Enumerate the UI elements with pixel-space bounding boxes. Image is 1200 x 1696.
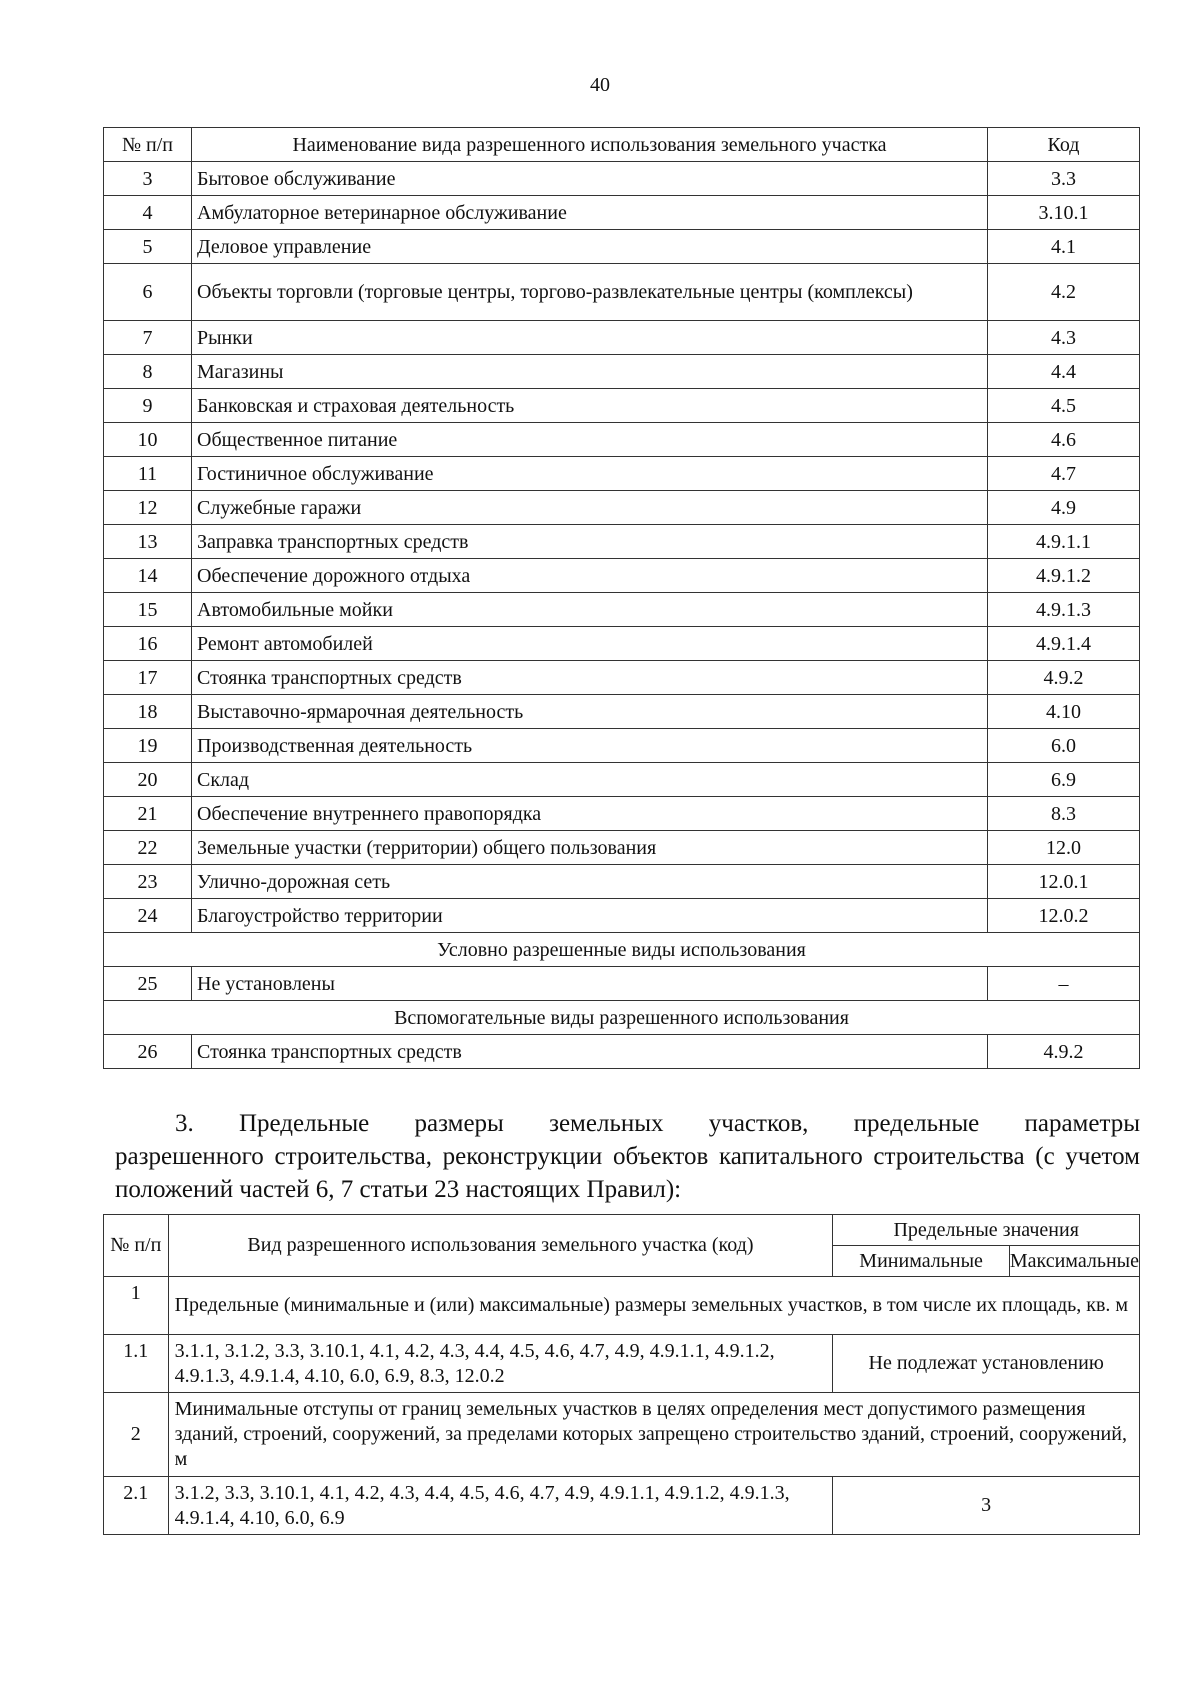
paragraph-rest: разрешенного строительства, реконструкции объектов капитального строительства (с учетом положений частей 6, 7 статьи 23 настоящих Правил): [115, 1143, 1140, 1203]
row-code: 4.1 [988, 230, 1140, 264]
row-code: 4.9.1.1 [988, 525, 1140, 559]
row-num: 23 [104, 865, 192, 899]
row-name: Объекты торговли (торговые центры, торгово-развлекательные центры (комплексы) [192, 264, 988, 321]
row-code: 4.9 [988, 491, 1140, 525]
row-code: – [988, 967, 1140, 1001]
row-name: Стоянка транспортных средств [192, 1035, 988, 1069]
table-row [104, 389, 1140, 423]
row-num: 14 [104, 559, 192, 593]
table-row [104, 763, 1140, 797]
limits-header-min: Минимальные [833, 1246, 1010, 1277]
table-row [104, 729, 1140, 763]
row-name: Магазины [192, 355, 988, 389]
row-name: Ремонт автомобилей [192, 627, 988, 661]
row-num: 7 [104, 321, 192, 355]
row-code: 4.9.2 [988, 661, 1140, 695]
row-name: Гостиничное обслуживание [192, 457, 988, 491]
table-row [104, 491, 1140, 525]
page-number: 40 [590, 74, 610, 96]
table-header-row [104, 128, 1140, 162]
row-num: 3 [104, 162, 192, 196]
row-codes: 3.1.2, 3.3, 3.10.1, 4.1, 4.2, 4.3, 4.4, 4.5, 4.6, 4.7, 4.9, 4.9.1.1, 4.9.1.2, 4.9.1.3, 4.9.1.4, 4.10, 6.0, 6.9 [168, 1477, 833, 1535]
limits-table [103, 1214, 1140, 1535]
row-codes: 3.1.1, 3.1.2, 3.3, 3.10.1, 4.1, 4.2, 4.3, 4.4, 4.5, 4.6, 4.7, 4.9, 4.9.1.1, 4.9.1.2, 4.9.1.3, 4.9.1.4, 4.10, 6.0, 6.9, 8.3, 12.0.2 [168, 1335, 833, 1393]
table-row [104, 1277, 1140, 1335]
row-code: 4.9.2 [988, 1035, 1140, 1069]
table-row [104, 1393, 1140, 1477]
row-name: Автомобильные мойки [192, 593, 988, 627]
section-3-paragraph [115, 1107, 1140, 1206]
row-code: 6.9 [988, 763, 1140, 797]
row-code: 3.3 [988, 162, 1140, 196]
row-name: Банковская и страховая деятельность [192, 389, 988, 423]
table-row [104, 264, 1140, 321]
row-code: 8.3 [988, 797, 1140, 831]
row-code: 4.6 [988, 423, 1140, 457]
row-num: 17 [104, 661, 192, 695]
table-row [104, 627, 1140, 661]
limits-header-num: № п/п [104, 1215, 169, 1277]
row-code: 4.9.1.3 [988, 593, 1140, 627]
row-name: Земельные участки (территории) общего пользования [192, 831, 988, 865]
table-row [104, 865, 1140, 899]
row-description: Предельные (минимальные и (или) максимальные) размеры земельных участков, в том числе их площадь, кв. м [168, 1277, 1139, 1335]
row-num: 26 [104, 1035, 192, 1069]
row-name: Общественное питание [192, 423, 988, 457]
table-row [104, 1035, 1140, 1069]
limits-header-values: Предельные значения [833, 1215, 1140, 1246]
row-num: 24 [104, 899, 192, 933]
section-row-auxiliary [104, 1001, 1140, 1035]
row-name: Производственная деятельность [192, 729, 988, 763]
limits-header-kind: Вид разрешенного использования земельного участка (код) [168, 1215, 833, 1277]
row-num: 18 [104, 695, 192, 729]
row-code: 6.0 [988, 729, 1140, 763]
row-num: 19 [104, 729, 192, 763]
row-num: 22 [104, 831, 192, 865]
table-row [104, 967, 1140, 1001]
row-code: 12.0.2 [988, 899, 1140, 933]
table-row [104, 831, 1140, 865]
limits-header-max: Максимальные [1009, 1246, 1139, 1277]
row-code: 4.7 [988, 457, 1140, 491]
row-name: Склад [192, 763, 988, 797]
row-name: Обеспечение внутреннего правопорядка [192, 797, 988, 831]
row-value: Не подлежат установлению [833, 1335, 1140, 1393]
table-row [104, 355, 1140, 389]
row-num: 25 [104, 967, 192, 1001]
header-code: Код [988, 128, 1140, 162]
row-num: 16 [104, 627, 192, 661]
table-row [104, 695, 1140, 729]
row-num: 4 [104, 196, 192, 230]
row-num: 5 [104, 230, 192, 264]
row-code: 4.4 [988, 355, 1140, 389]
row-num: 9 [104, 389, 192, 423]
table-row [104, 797, 1140, 831]
row-num: 13 [104, 525, 192, 559]
row-num: 10 [104, 423, 192, 457]
limits-header-row [104, 1215, 1140, 1246]
table-row [104, 196, 1140, 230]
row-name: Служебные гаражи [192, 491, 988, 525]
row-code: 12.0 [988, 831, 1140, 865]
row-code: 12.0.1 [988, 865, 1140, 899]
table-row [104, 162, 1140, 196]
row-num: 21 [104, 797, 192, 831]
row-code: 4.9.1.2 [988, 559, 1140, 593]
row-num: 15 [104, 593, 192, 627]
row-value: 3 [833, 1477, 1140, 1535]
table-row [104, 423, 1140, 457]
row-name: Не установлены [192, 967, 988, 1001]
row-name: Обеспечение дорожного отдыха [192, 559, 988, 593]
table-row [104, 1335, 1140, 1393]
header-num: № п/п [104, 128, 192, 162]
table-row [104, 230, 1140, 264]
table-row [104, 1477, 1140, 1535]
row-name: Амбулаторное ветеринарное обслуживание [192, 196, 988, 230]
row-code: 3.10.1 [988, 196, 1140, 230]
section-title-conditional: Условно разрешенные виды использования [104, 933, 1140, 967]
table-row [104, 321, 1140, 355]
table-row [104, 559, 1140, 593]
section-row-conditional [104, 933, 1140, 967]
row-name: Улично-дорожная сеть [192, 865, 988, 899]
row-code: 4.3 [988, 321, 1140, 355]
permitted-uses-body [104, 162, 1140, 1069]
row-name: Выставочно-ярмарочная деятельность [192, 695, 988, 729]
table-row [104, 525, 1140, 559]
row-name: Рынки [192, 321, 988, 355]
paragraph-first-line: 3. Предельные размеры земельных участков, предельные параметры [175, 1110, 1140, 1137]
row-code: 4.9.1.4 [988, 627, 1140, 661]
row-num: 8 [104, 355, 192, 389]
row-name: Бытовое обслуживание [192, 162, 988, 196]
row-num: 6 [104, 264, 192, 321]
row-code: 4.5 [988, 389, 1140, 423]
row-num: 20 [104, 763, 192, 797]
row-name: Деловое управление [192, 230, 988, 264]
table-row [104, 661, 1140, 695]
table-row [104, 457, 1140, 491]
row-description: Минимальные отступы от границ земельных участков в целях определения мест допустимого размещения зданий, строений, сооружений, за пределами которых запрещено строительство зданий, строений, сооружений, м [168, 1393, 1139, 1477]
row-code: 4.10 [988, 695, 1140, 729]
row-num: 12 [104, 491, 192, 525]
row-name: Заправка транспортных средств [192, 525, 988, 559]
row-num: 1 [104, 1277, 169, 1335]
table-row [104, 899, 1140, 933]
row-num: 2.1 [104, 1477, 169, 1535]
row-num: 1.1 [104, 1335, 169, 1393]
table-row [104, 593, 1140, 627]
header-name: Наименование вида разрешенного использования земельного участка [192, 128, 988, 162]
row-name: Стоянка транспортных средств [192, 661, 988, 695]
row-num: 11 [104, 457, 192, 491]
row-num: 2 [104, 1393, 169, 1477]
row-name: Благоустройство территории [192, 899, 988, 933]
section-title-auxiliary: Вспомогательные виды разрешенного использования [104, 1001, 1140, 1035]
permitted-uses-table [103, 127, 1140, 1069]
row-code: 4.2 [988, 264, 1140, 321]
